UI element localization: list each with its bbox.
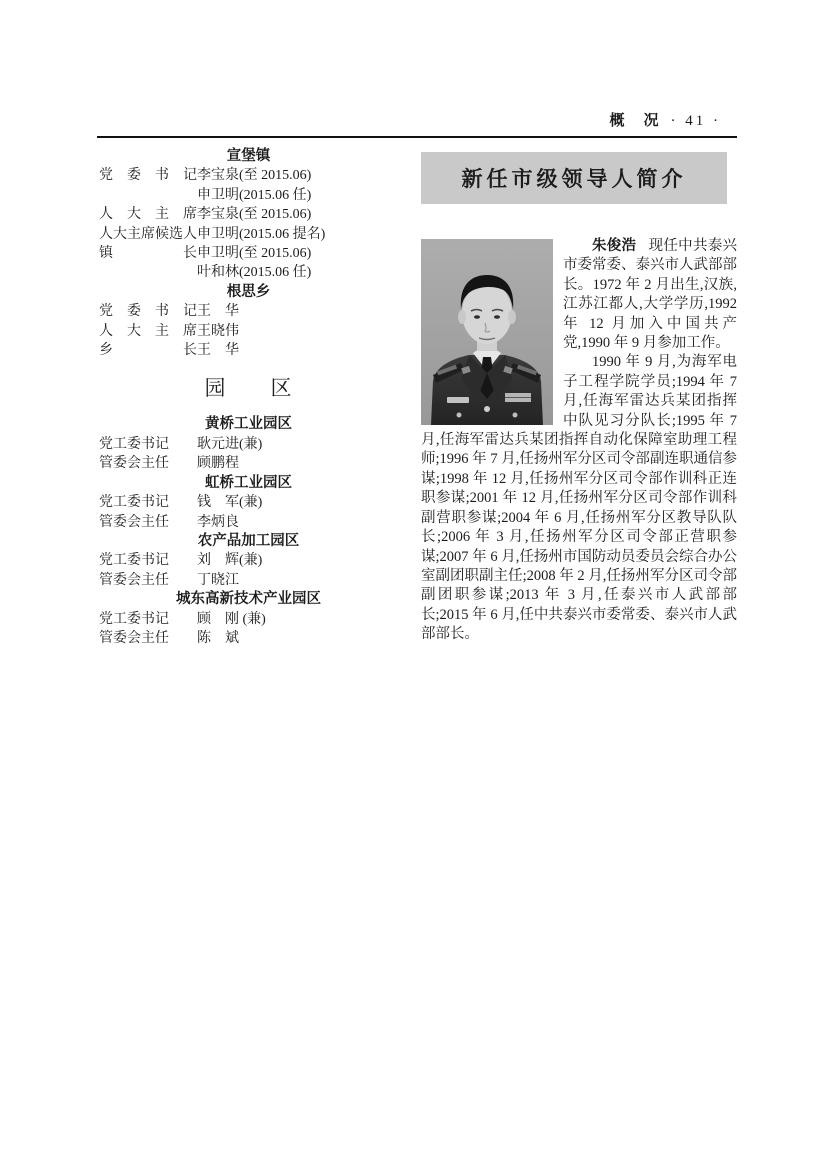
position-label: 党工委书记 [99,495,169,511]
person-name: 刘 辉(兼) [197,553,263,569]
position-label: 乡 长 [99,343,197,359]
person-name: 钱 军(兼) [197,495,263,511]
park-title-nongchanpin: 农产品加工园区 [197,532,300,549]
person-name: 李炳良 [197,514,239,530]
position-label: 人 大 主 席 [99,207,197,223]
official-row [97,435,400,454]
position-label: 党工委书记 [99,436,169,452]
person-name: 王 华 [197,343,239,359]
person-name: 丁晓江 [197,572,239,588]
official-row [97,205,400,224]
person-name: 李宝泉(至 2015.06) [197,168,312,184]
left-column [97,147,400,648]
official-row [97,186,400,205]
portrait-photo [421,239,553,425]
position-label: 人 大 主 席 [99,323,197,339]
official-row [97,571,400,590]
official-row [97,341,400,360]
article-banner-title: 新任市级领导人简介 [461,168,687,191]
official-row [97,263,400,282]
person-name: 耿元进(兼) [197,436,263,452]
biography [421,237,737,645]
position-label [99,186,197,205]
section-title-xuanbao: 宣堡镇 [226,148,271,164]
official-row [97,513,400,532]
section-title-gensi: 根思乡 [226,283,271,300]
running-head [97,110,737,132]
official-row [97,322,400,341]
position-label: 管委会主任 [99,514,169,530]
bio-career-paragraph: 1990 年 9 月,为海军电子工程学院学员;1994 年 7 月,任海军雷达兵某团指挥中队见习分队长;1995 年 7 月,任海军雷达兵某团指挥自动化保障室助理工程师;1996 年 7 月,任扬州军分区司令部副连职通信参谋;1998 年 12 月,任扬州军分区司令部作训科正连职参谋;2001 年 12 月,任扬州军分区司令部作训科副营职参谋;2004 年 6 月,任扬州军分区教导队队长;2006 年 3 月,任扬州军分区司令部正营职参谋;2007 年 6 月,任扬州市国防动员委员会综合办公室副团职副主任;2008 年 2 月,任扬州军分区司令部副团职参谋;2013 年 3 月,任泰兴市人武部部长;2015 年 6 月,任中共泰兴市委常委、泰兴市人武部部长。 [421,354,737,643]
person-name: 陈 斌 [197,630,239,646]
article-banner [421,152,727,204]
official-row [97,166,400,185]
person-name: 李宝泉(至 2015.06) [197,207,312,223]
official-row [97,225,400,244]
two-column-layout [97,147,737,648]
person-name: 申卫明(至 2015.06) [197,246,312,262]
person-name: 申卫明(2015.06 提名) [197,226,326,242]
official-row [97,454,400,473]
position-label: 管委会主任 [99,456,169,472]
person-name: 王晓伟 [197,323,239,339]
leader-name: 朱俊浩 [592,238,637,254]
position-label: 党工委书记 [99,611,169,627]
position-label: 管委会主任 [99,572,169,588]
position-label: 人大主席候选人 [99,226,197,242]
header-rule [97,136,737,138]
official-row [97,244,400,263]
person-name: 顾鹏程 [197,456,239,472]
page-number: · 41 · [670,113,721,129]
person-name: 申卫明(2015.06 任) [197,187,312,203]
park-title-hongqiao: 虹桥工业园区 [205,474,292,491]
park-title-huangqiao: 黄桥工业园区 [205,416,292,433]
page-content [97,110,737,648]
position-label: 镇 长 [99,246,197,262]
person-name: 顾 刚 (兼) [197,611,266,627]
position-label: 党 委 书 记 [99,304,197,320]
running-head-section: 概 况 [609,113,661,129]
official-row [97,493,400,512]
position-label: 党工委书记 [99,553,169,569]
position-label [99,263,197,282]
person-name: 叶和林(2015.06 任) [197,265,312,281]
person-name: 王 华 [197,304,239,320]
official-row [97,551,400,570]
position-label: 管委会主任 [99,630,169,646]
position-label: 党 委 书 记 [99,168,197,184]
zone-heading: 园 区 [204,376,293,401]
official-row [97,610,400,629]
park-title-chengdong: 城东高新技术产业园区 [176,591,321,608]
official-row [97,302,400,321]
bio-intro-text: 现任中共泰兴市委常委、泰兴市人武部部长。1972 年 2 月出生,汉族,江苏江都人,大学学历,1992 年 12 月加入中国共产党,1990 年 9 月参加工作。 [563,238,738,352]
official-row [97,629,400,648]
right-column [421,147,737,648]
